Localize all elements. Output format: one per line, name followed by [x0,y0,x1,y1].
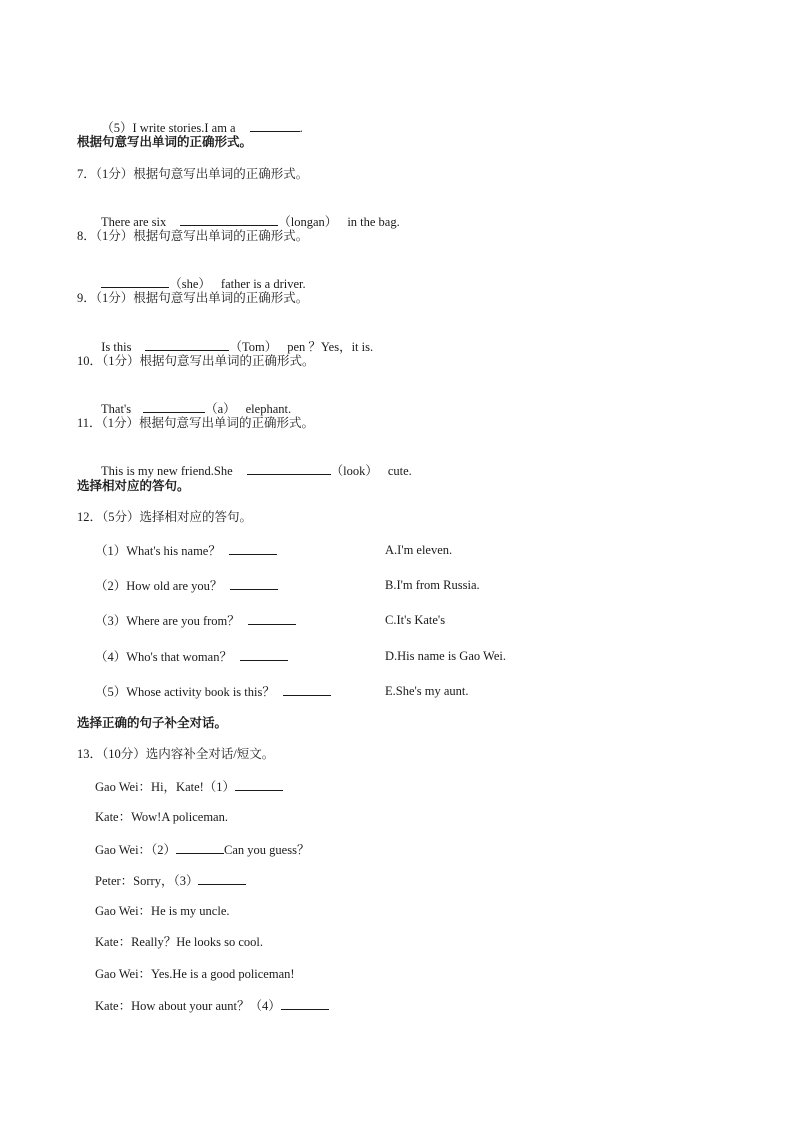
section-heading-word-form: 根据句意写出单词的正确形式。 [77,135,253,149]
answer-blank[interactable] [145,338,229,351]
match-answer-d: D.His name is Gao Wei. [385,649,506,663]
answer-blank[interactable] [250,119,300,132]
dialog-line: Kate：Really？He looks so cool. [95,935,264,949]
question-12-header: 12．（5分）选择相对应的答句。 [77,510,253,524]
answer-blank[interactable] [281,997,329,1010]
dialog-line: Kate：Wow!A policeman. [95,810,228,824]
match-answer-e: E.She's my aunt. [385,684,469,698]
answer-blank[interactable] [235,778,283,791]
dialog-line: Gao Wei：Yes.He is a good policeman! [95,967,295,981]
match-question-3: （3）Where are you from？ [95,612,296,629]
question-11-header: 11．（1分）根据句意写出单词的正确形式。 [77,416,315,430]
match-answer-c: C.It's Kate's [385,613,446,627]
question-10-header: 10．（1分）根据句意写出单词的正确形式。 [77,354,315,368]
answer-blank[interactable] [283,683,331,696]
answer-blank[interactable] [198,872,246,885]
match-answer-b: B.I'm from Russia. [385,578,480,592]
dialog-line: Gao Wei：Hi，Kate!（1） [95,778,283,795]
answer-blank[interactable] [101,275,169,288]
section-heading-match: 选择相对应的答句。 [77,479,190,493]
question-8-header: 8．（1分）根据句意写出单词的正确形式。 [77,229,309,243]
answer-blank[interactable] [230,577,278,590]
question-9-header: 9．（1分）根据句意写出单词的正确形式。 [77,291,309,305]
answer-blank[interactable] [143,400,205,413]
match-question-2: （2）How old are you？ [95,577,278,594]
previous-item-5: （5）I write stories.I am a . [101,121,303,135]
question-9-sentence: Is this （Tom） pen ？Yes，it is. [101,340,374,354]
answer-blank[interactable] [240,648,288,661]
match-question-4: （4）Who's that woman？ [95,648,288,665]
dialog-line: Kate：How about your aunt？（4） [95,997,329,1014]
question-8-sentence: （she） father is a driver. [95,259,306,292]
match-answer-a: A.I'm eleven. [385,543,453,557]
answer-blank[interactable] [248,612,296,625]
answer-blank[interactable] [180,213,278,226]
question-13-header: 13．（10分）选内容补全对话/短文。 [77,747,275,761]
dialog-line: Peter：Sorry，（3） [95,872,246,889]
question-10-sentence: That's （a） elephant. [101,402,292,416]
answer-blank[interactable] [229,542,277,555]
match-question-1: （1）What's his name？ [95,542,277,559]
answer-blank[interactable] [247,462,331,475]
match-question-5: （5）Whose activity book is this？ [95,683,331,700]
question-7-header: 7．（1分）根据句意写出单词的正确形式。 [77,167,309,181]
question-7-sentence: There are six （longan） in the bag. [101,215,400,229]
section-heading-dialog: 选择正确的句子补全对话。 [77,716,228,730]
dialog-line: Gao Wei：（2） Can you guess？ [95,843,310,857]
answer-blank[interactable] [176,841,224,854]
dialog-line: Gao Wei：He is my uncle. [95,904,230,918]
question-11-sentence: This is my new friend.She （look） cute. [101,464,412,478]
